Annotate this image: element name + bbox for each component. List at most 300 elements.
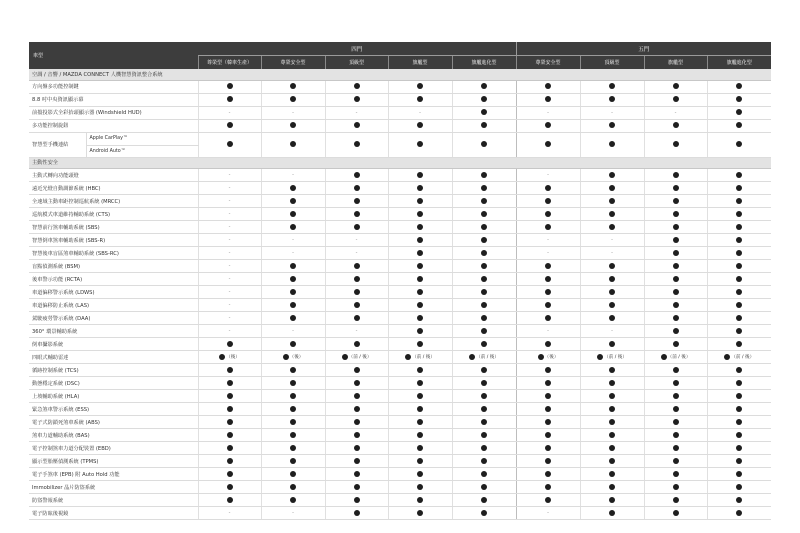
spec-cell — [198, 442, 261, 455]
spec-cell — [388, 338, 452, 351]
position-note: （前 / 後） — [412, 354, 435, 360]
standard-dot-icon — [290, 341, 296, 347]
spec-cell — [325, 312, 388, 325]
spec-cell — [325, 390, 388, 403]
position-note: （前 / 後） — [731, 354, 755, 360]
table-row — [29, 390, 771, 403]
standard-dot-icon — [673, 458, 679, 464]
spec-cell — [198, 106, 261, 119]
standard-dot-icon — [609, 96, 615, 102]
standard-dot-icon — [481, 497, 487, 503]
standard-dot-icon — [290, 96, 296, 102]
spec-cell — [644, 325, 707, 338]
spec-cell — [707, 494, 771, 507]
spec-cell — [452, 325, 516, 338]
spec-cell — [580, 221, 644, 234]
spec-cell — [261, 234, 325, 247]
spec-cell — [707, 247, 771, 260]
spec-cell — [198, 299, 261, 312]
standard-dot-icon — [481, 172, 487, 178]
standard-dot-icon — [417, 250, 423, 256]
spec-cell — [325, 442, 388, 455]
spec-cell — [325, 507, 388, 520]
standard-dot-icon — [673, 510, 679, 516]
feature-label: 電子控制煞車力道分配裝置 (EBD) — [29, 442, 198, 455]
spec-cell — [580, 351, 644, 364]
spec-cell — [516, 507, 580, 520]
spec-cell — [707, 403, 771, 416]
standard-dot-icon — [545, 302, 551, 308]
spec-cell — [580, 390, 644, 403]
trim-header: 尊榮安全型 — [516, 56, 580, 70]
table-row — [29, 273, 771, 286]
spec-cell — [198, 286, 261, 299]
standard-dot-icon — [673, 96, 679, 102]
spec-cell — [580, 247, 644, 260]
spec-cell — [261, 442, 325, 455]
standard-dot-icon — [609, 83, 615, 89]
spec-cell — [388, 234, 452, 247]
spec-cell — [198, 132, 261, 157]
not-available-dash: - — [228, 250, 231, 256]
spec-cell — [198, 93, 261, 106]
not-available-dash: - — [228, 510, 231, 516]
table-row — [29, 416, 771, 429]
standard-dot-icon — [481, 83, 487, 89]
spec-cell — [707, 208, 771, 221]
spec-cell — [580, 338, 644, 351]
spec-cell — [644, 182, 707, 195]
spec-cell — [261, 390, 325, 403]
table-row — [29, 312, 771, 325]
not-available-dash: - — [228, 185, 231, 191]
spec-cell — [325, 169, 388, 182]
spec-cell — [198, 403, 261, 416]
feature-label: 360° 環景輔助系統 — [29, 325, 198, 338]
standard-dot-icon — [417, 406, 423, 412]
standard-dot-icon — [481, 328, 487, 334]
spec-cell — [707, 455, 771, 468]
standard-dot-icon — [342, 354, 348, 360]
spec-cell — [707, 351, 771, 364]
spec-cell — [452, 80, 516, 93]
spec-cell — [198, 208, 261, 221]
standard-dot-icon — [290, 367, 296, 373]
standard-dot-icon — [481, 237, 487, 243]
standard-dot-icon — [354, 185, 360, 191]
not-available-dash: - — [292, 237, 294, 243]
standard-dot-icon — [481, 185, 487, 191]
standard-dot-icon — [545, 471, 551, 477]
standard-dot-icon — [290, 263, 296, 269]
spec-cell — [707, 169, 771, 182]
spec-cell — [580, 455, 644, 468]
standard-dot-icon — [417, 341, 423, 347]
standard-dot-icon — [609, 419, 615, 425]
spec-cell — [707, 132, 771, 157]
standard-dot-icon — [609, 172, 615, 178]
standard-dot-icon — [227, 367, 233, 373]
spec-cell — [452, 377, 516, 390]
standard-dot-icon — [673, 211, 679, 217]
standard-dot-icon — [673, 83, 679, 89]
spec-cell — [452, 273, 516, 286]
not-available-dash: - — [228, 224, 231, 230]
standard-dot-icon — [545, 122, 551, 128]
standard-dot-icon — [417, 432, 423, 438]
spec-cell — [198, 351, 261, 364]
feature-label: 電子手煞車 (EPB) 附 Auto Hold 功能 — [29, 468, 198, 481]
standard-dot-icon — [290, 432, 296, 438]
standard-dot-icon — [736, 315, 742, 321]
standard-dot-icon — [481, 458, 487, 464]
spec-cell — [580, 325, 644, 338]
standard-dot-icon — [538, 354, 544, 360]
spec-cell — [452, 221, 516, 234]
table-row — [29, 169, 771, 182]
spec-cell — [198, 169, 261, 182]
standard-dot-icon — [736, 122, 742, 128]
standard-dot-icon — [736, 276, 742, 282]
spec-cell — [516, 208, 580, 221]
spec-cell — [388, 273, 452, 286]
standard-dot-icon — [673, 484, 679, 490]
standard-dot-icon — [283, 354, 289, 360]
spec-cell — [644, 416, 707, 429]
standard-dot-icon — [354, 96, 360, 102]
table-row — [29, 80, 771, 93]
table-row — [29, 247, 771, 260]
not-available-dash: - — [228, 198, 231, 204]
standard-dot-icon — [545, 276, 551, 282]
table-row — [29, 299, 771, 312]
spec-cell — [516, 221, 580, 234]
standard-dot-icon — [290, 83, 296, 89]
spec-cell — [198, 273, 261, 286]
feature-label: 方向盤多功能控制鍵 — [29, 80, 198, 93]
standard-dot-icon — [417, 172, 423, 178]
spec-cell — [325, 325, 388, 338]
spec-cell — [388, 455, 452, 468]
spec-cell — [452, 247, 516, 260]
standard-dot-icon — [354, 445, 360, 451]
not-available-dash: - — [611, 109, 613, 116]
standard-dot-icon — [673, 141, 679, 147]
standard-dot-icon — [736, 380, 742, 386]
standard-dot-icon — [673, 341, 679, 347]
spec-cell — [644, 93, 707, 106]
not-available-dash: - — [292, 250, 294, 256]
not-available-dash: - — [547, 510, 549, 516]
feature-label: 上坡輔助系統 (HLA) — [29, 390, 198, 403]
spec-cell — [707, 390, 771, 403]
spec-cell — [516, 325, 580, 338]
standard-dot-icon — [736, 328, 742, 334]
feature-label: 智慧前行煞車輔助系統 (SBS) — [29, 221, 198, 234]
spec-cell — [580, 481, 644, 494]
spec-cell — [261, 429, 325, 442]
not-available-dash: - — [228, 315, 231, 321]
spec-cell — [644, 403, 707, 416]
standard-dot-icon — [227, 122, 233, 128]
standard-dot-icon — [417, 471, 423, 477]
standard-dot-icon — [481, 471, 487, 477]
standard-dot-icon — [481, 341, 487, 347]
spec-cell — [452, 351, 516, 364]
model-header-label: 車型 — [29, 42, 198, 69]
standard-dot-icon — [417, 224, 423, 230]
group-five-door: 五門 — [516, 42, 771, 56]
spec-cell — [644, 429, 707, 442]
spec-cell — [198, 80, 261, 93]
spec-cell — [325, 234, 388, 247]
not-available-dash: - — [547, 250, 549, 256]
standard-dot-icon — [417, 263, 423, 269]
spec-cell — [198, 494, 261, 507]
standard-dot-icon — [354, 276, 360, 282]
feature-label: 巡航模式車道維持輔助系統 (CTS) — [29, 208, 198, 221]
spec-cell — [516, 234, 580, 247]
standard-dot-icon — [290, 445, 296, 451]
spec-cell — [707, 442, 771, 455]
table-row — [29, 119, 771, 132]
spec-cell — [325, 119, 388, 132]
standard-dot-icon — [481, 289, 487, 295]
spec-cell — [452, 132, 516, 157]
spec-cell — [644, 119, 707, 132]
not-available-dash: - — [547, 237, 549, 243]
standard-dot-icon — [545, 341, 551, 347]
spec-cell — [580, 429, 644, 442]
feature-label: 遠近光燈自動調節系統 (HBC) — [29, 182, 198, 195]
spec-cell — [580, 169, 644, 182]
standard-dot-icon — [609, 406, 615, 412]
standard-dot-icon — [609, 367, 615, 373]
spec-cell — [644, 208, 707, 221]
spec-cell — [644, 247, 707, 260]
spec-cell — [388, 429, 452, 442]
spec-cell — [644, 312, 707, 325]
spec-cell — [516, 286, 580, 299]
spec-cell — [261, 299, 325, 312]
standard-dot-icon — [417, 83, 423, 89]
standard-dot-icon — [673, 393, 679, 399]
standard-dot-icon — [609, 445, 615, 451]
standard-dot-icon — [545, 263, 551, 269]
section-header-row — [29, 69, 771, 80]
standard-dot-icon — [354, 141, 360, 147]
spec-cell — [261, 93, 325, 106]
spec-cell — [644, 481, 707, 494]
spec-cell — [325, 273, 388, 286]
standard-dot-icon — [481, 276, 487, 282]
table-row — [29, 93, 771, 106]
standard-dot-icon — [227, 419, 233, 425]
standard-dot-icon — [736, 289, 742, 295]
feature-label: Immobilizer 晶片防盜系統 — [29, 481, 198, 494]
spec-cell — [644, 286, 707, 299]
standard-dot-icon — [481, 419, 487, 425]
standard-dot-icon — [417, 289, 423, 295]
not-available-dash: - — [228, 211, 231, 217]
spec-cell — [644, 132, 707, 157]
spec-cell — [516, 455, 580, 468]
spec-cell — [261, 80, 325, 93]
spec-cell — [644, 299, 707, 312]
standard-dot-icon — [609, 510, 615, 516]
standard-dot-icon — [481, 510, 487, 516]
standard-dot-icon — [417, 185, 423, 191]
feature-label: 全速域主動車距控制巡航系統 (MRCC) — [29, 195, 198, 208]
spec-cell — [198, 507, 261, 520]
standard-dot-icon — [417, 237, 423, 243]
standard-dot-icon — [354, 83, 360, 89]
standard-dot-icon — [736, 458, 742, 464]
spec-cell — [707, 507, 771, 520]
standard-dot-icon — [661, 354, 667, 360]
spec-cell — [644, 80, 707, 93]
standard-dot-icon — [673, 276, 679, 282]
table-row — [29, 351, 771, 364]
spec-cell — [580, 182, 644, 195]
spec-cell — [325, 403, 388, 416]
standard-dot-icon — [290, 419, 296, 425]
standard-dot-icon — [290, 122, 296, 128]
spec-cell — [644, 468, 707, 481]
spec-cell — [580, 312, 644, 325]
standard-dot-icon — [354, 172, 360, 178]
spec-cell — [261, 416, 325, 429]
standard-dot-icon — [481, 445, 487, 451]
spec-cell — [388, 312, 452, 325]
position-note: （後） — [544, 354, 559, 360]
position-note: （前 / 後） — [476, 354, 499, 360]
spec-cell — [261, 377, 325, 390]
spec-cell — [198, 481, 261, 494]
standard-dot-icon — [609, 393, 615, 399]
standard-dot-icon — [227, 471, 233, 477]
spec-cell — [707, 195, 771, 208]
spec-cell — [198, 260, 261, 273]
trim-header: 尊榮型（韓車生產） — [198, 56, 261, 70]
trim-header: 頂級型 — [580, 56, 644, 70]
not-available-dash: - — [547, 172, 549, 178]
spec-cell — [580, 93, 644, 106]
standard-dot-icon — [481, 109, 487, 115]
spec-cell — [516, 429, 580, 442]
spec-cell — [388, 182, 452, 195]
spec-cell — [452, 260, 516, 273]
standard-dot-icon — [609, 224, 615, 230]
spec-cell — [452, 106, 516, 119]
spec-cell — [325, 455, 388, 468]
spec-cell — [580, 442, 644, 455]
spec-cell — [452, 429, 516, 442]
spec-cell — [707, 325, 771, 338]
standard-dot-icon — [481, 393, 487, 399]
standard-dot-icon — [417, 122, 423, 128]
spec-cell — [388, 507, 452, 520]
feature-label: 動態穩定系統 (DSC) — [29, 377, 198, 390]
spec-cell — [644, 221, 707, 234]
feature-label: 車道偏移警示系統 (LDWS) — [29, 286, 198, 299]
spec-cell — [452, 403, 516, 416]
standard-dot-icon — [545, 419, 551, 425]
table-row — [29, 377, 771, 390]
spec-cell — [325, 93, 388, 106]
standard-dot-icon — [354, 367, 360, 373]
spec-cell — [644, 455, 707, 468]
spec-cell — [388, 468, 452, 481]
feature-label: 四眼式輔助雷達 — [29, 351, 198, 364]
standard-dot-icon — [736, 471, 742, 477]
feature-label: 多功能控制旋鈕 — [29, 119, 198, 132]
spec-cell — [261, 481, 325, 494]
spec-cell — [261, 312, 325, 325]
spec-cell — [198, 377, 261, 390]
spec-cell — [198, 312, 261, 325]
standard-dot-icon — [736, 263, 742, 269]
standard-dot-icon — [290, 276, 296, 282]
standard-dot-icon — [481, 250, 487, 256]
not-available-dash: - — [228, 172, 231, 178]
spec-cell — [452, 169, 516, 182]
feature-label: 主動式轉向功能頭燈 — [29, 169, 198, 182]
standard-dot-icon — [354, 289, 360, 295]
spec-cell — [516, 351, 580, 364]
table-row — [29, 325, 771, 338]
standard-dot-icon — [417, 315, 423, 321]
spec-cell — [516, 93, 580, 106]
standard-dot-icon — [609, 122, 615, 128]
standard-dot-icon — [736, 198, 742, 204]
feature-label: 倒車攝影系統 — [29, 338, 198, 351]
standard-dot-icon — [354, 419, 360, 425]
standard-dot-icon — [417, 484, 423, 490]
standard-dot-icon — [597, 354, 603, 360]
standard-dot-icon — [609, 289, 615, 295]
spec-cell — [516, 182, 580, 195]
standard-dot-icon — [673, 185, 679, 191]
standard-dot-icon — [673, 432, 679, 438]
spec-cell — [388, 403, 452, 416]
spec-cell — [707, 182, 771, 195]
standard-dot-icon — [673, 328, 679, 334]
standard-dot-icon — [736, 224, 742, 230]
spec-cell — [325, 195, 388, 208]
standard-dot-icon — [227, 406, 233, 412]
standard-dot-icon — [417, 302, 423, 308]
spec-cell — [452, 234, 516, 247]
standard-dot-icon — [724, 354, 730, 360]
spec-cell — [388, 247, 452, 260]
standard-dot-icon — [354, 198, 360, 204]
feature-label: 駕駛疲勞警示系統 (DAA) — [29, 312, 198, 325]
spec-cell — [580, 260, 644, 273]
standard-dot-icon — [736, 302, 742, 308]
spec-cell — [261, 286, 325, 299]
standard-dot-icon — [290, 497, 296, 503]
spec-cell — [516, 494, 580, 507]
spec-cell — [261, 455, 325, 468]
standard-dot-icon — [227, 380, 233, 386]
standard-dot-icon — [417, 211, 423, 217]
spec-cell — [707, 234, 771, 247]
standard-dot-icon — [290, 471, 296, 477]
standard-dot-icon — [545, 315, 551, 321]
table-row — [29, 234, 771, 247]
standard-dot-icon — [417, 276, 423, 282]
